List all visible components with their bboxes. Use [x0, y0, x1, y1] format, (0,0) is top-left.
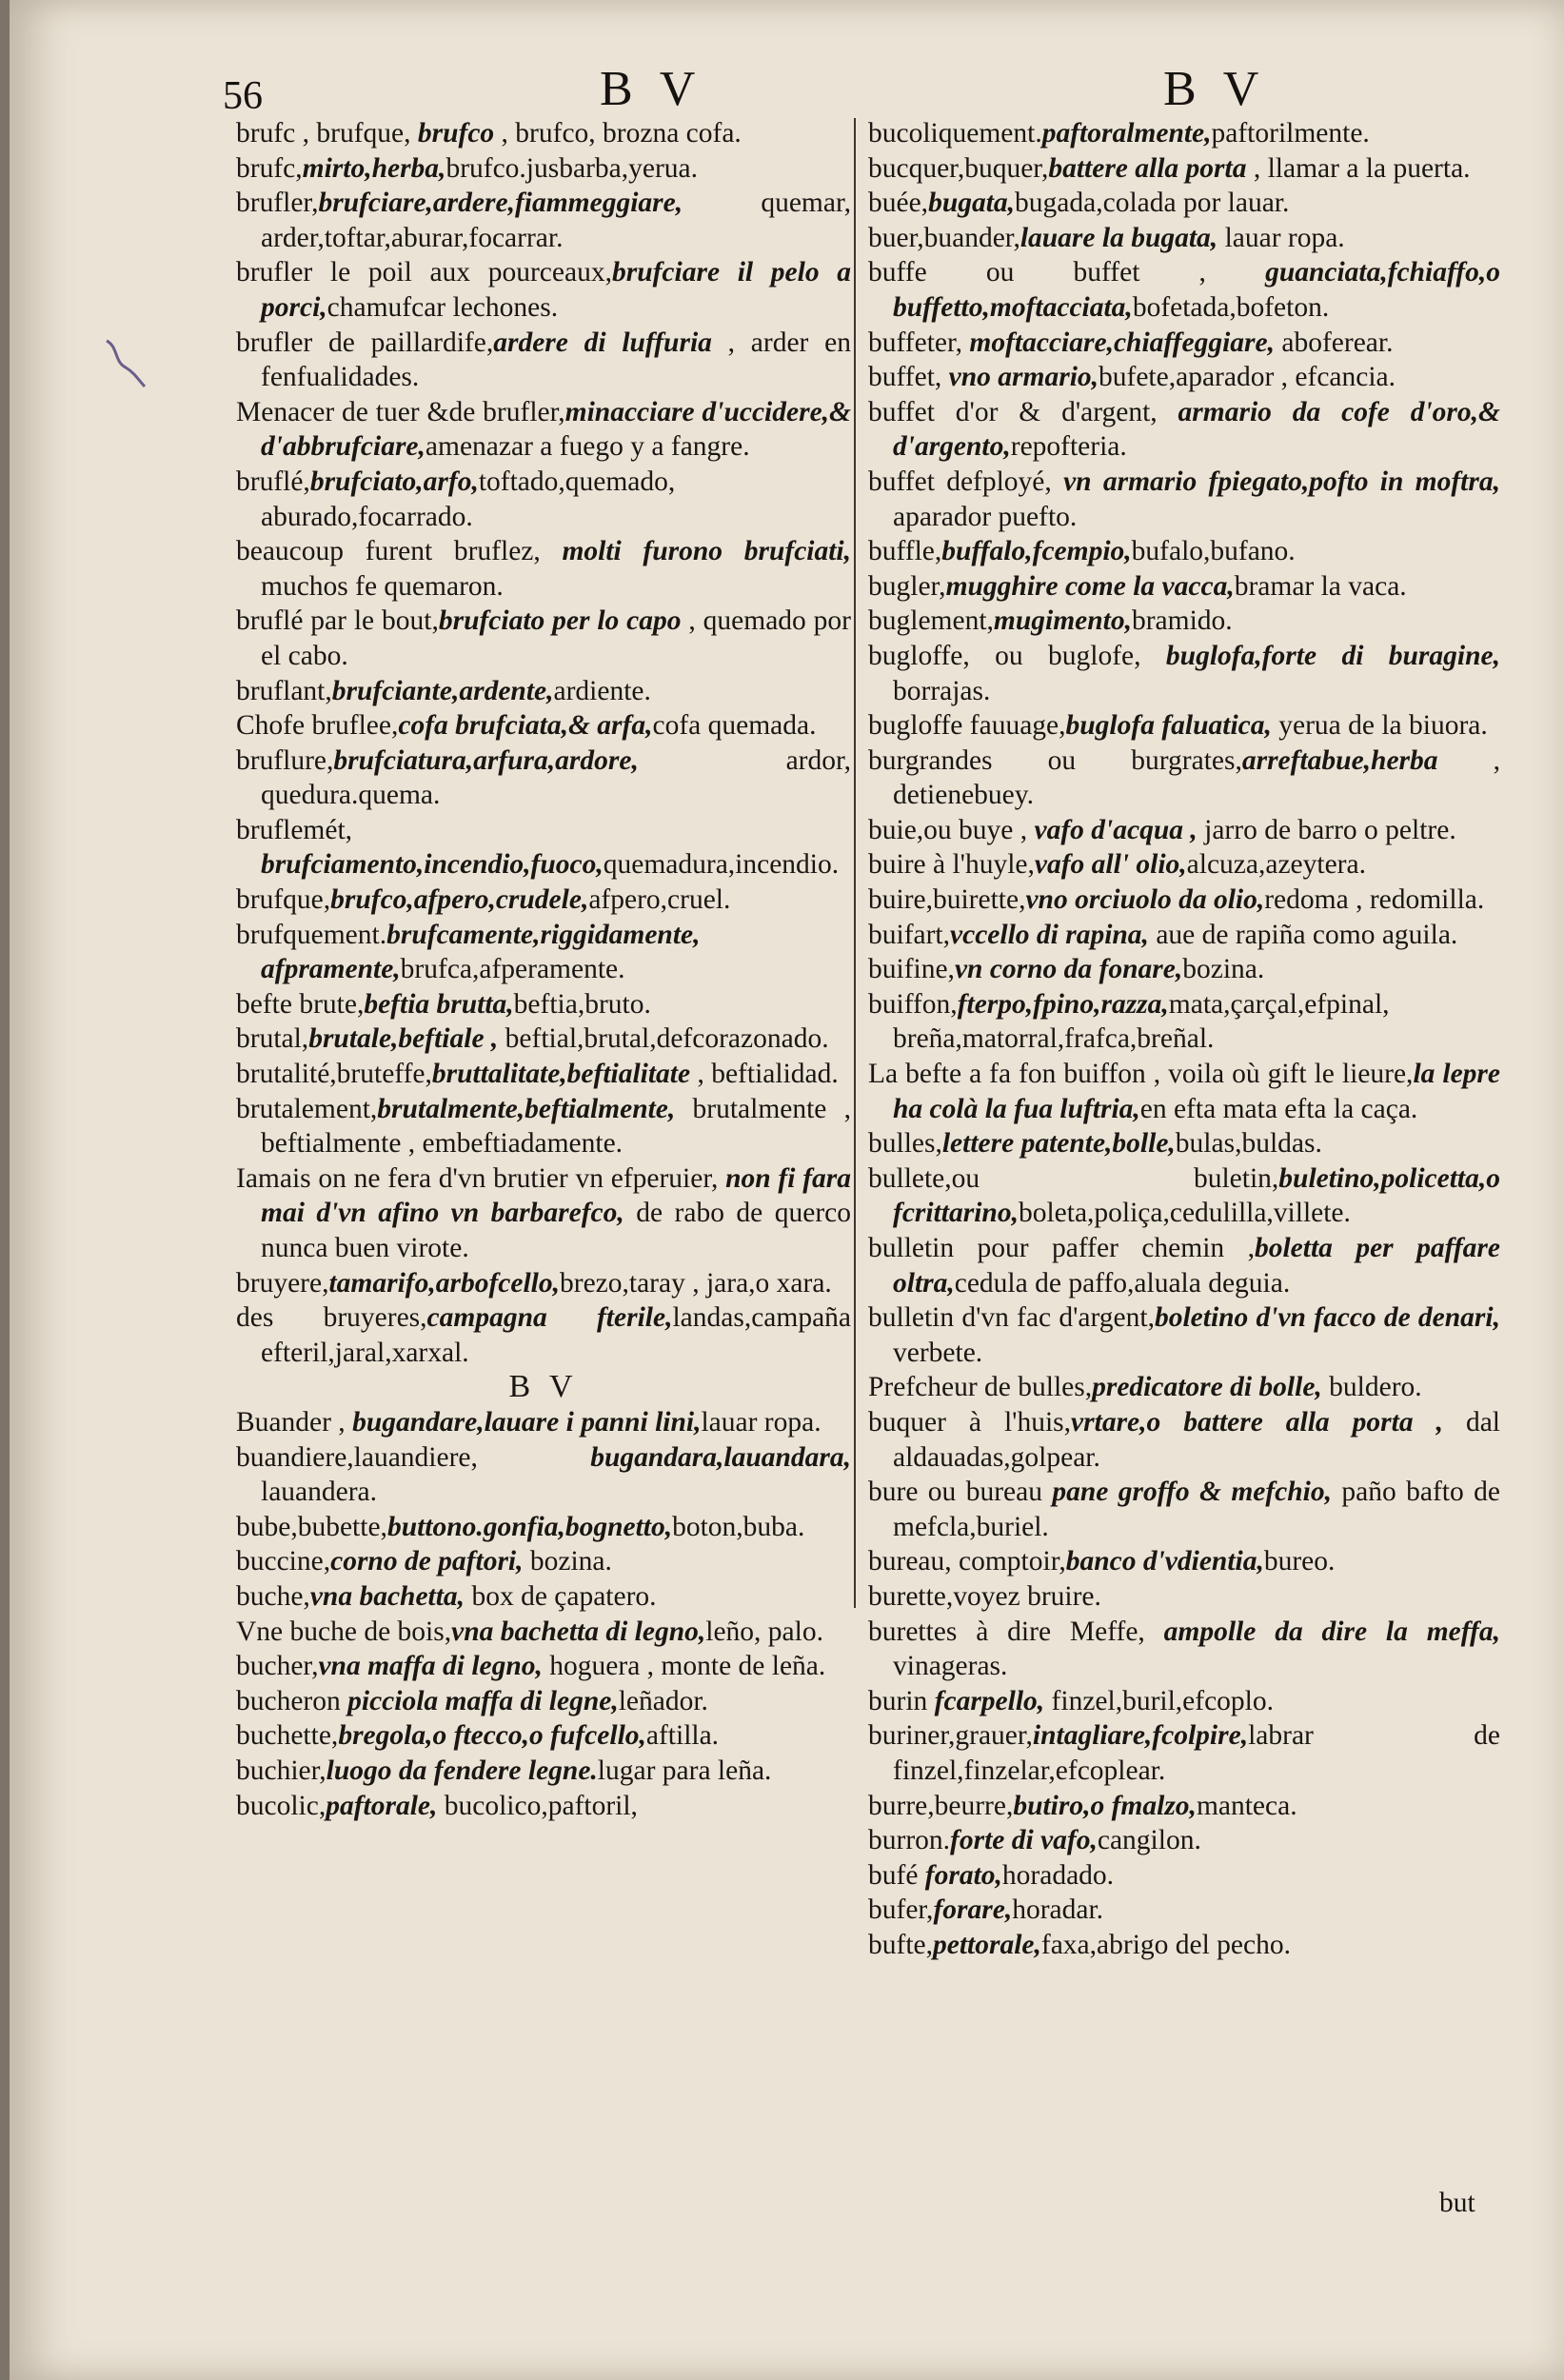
entry-spanish: dal aldauadas,golpear. — [893, 1406, 1500, 1473]
entry-french: buffet, — [868, 362, 949, 393]
entry-italian: vafo d'acqua , — [1034, 814, 1198, 845]
dictionary-entry — [868, 465, 1500, 534]
entry-french: bufer, — [868, 1894, 934, 1926]
entry-italian: guanciata,fchiaffo,o buffetto,moftacciata, — [893, 257, 1500, 323]
entry-italian: boletino d'vn facco de denari, — [1154, 1302, 1500, 1334]
entry-spanish: aftilla. — [645, 1720, 720, 1752]
entry-italian: paftorale, — [326, 1790, 438, 1821]
entry-french: brutalement, — [236, 1093, 378, 1124]
entry-spanish: boton,buba. — [672, 1511, 805, 1542]
entry-spanish: afpero,cruel. — [588, 884, 731, 916]
entry-spanish: bucolico,paftoril, — [437, 1790, 638, 1821]
entry-italian: cofa brufciata,& arfa, — [398, 710, 653, 742]
dictionary-entry — [236, 395, 851, 465]
entry-italian: brutalmente,beftialmente, — [377, 1093, 676, 1124]
entry-spanish: lauar ropa. — [1218, 222, 1345, 253]
dictionary-entry — [868, 360, 1500, 395]
entry-french: buchette, — [236, 1720, 339, 1752]
entry-french: brufler de paillardife, — [236, 327, 494, 358]
entry-french: burin — [868, 1685, 935, 1716]
entry-italian: lauare la bugata, — [1020, 222, 1218, 253]
entry-italian: campagna fterile, — [426, 1302, 673, 1334]
entry-french: buquer à l'huis, — [868, 1406, 1072, 1438]
entry-french: bugler, — [868, 570, 946, 602]
entry-french: La befte a fa fon buiffon , voila où gift le lieure, — [868, 1059, 1414, 1090]
entry-italian: vno orciuolo da olio, — [1025, 884, 1265, 916]
entry-spanish: verbete. — [893, 1337, 983, 1368]
entry-spanish: bufalo,bufano. — [1131, 536, 1296, 567]
entry-spanish: paño bafto de mefcla,buriel. — [893, 1477, 1500, 1542]
entry-spanish: cofa quemada. — [652, 710, 817, 742]
entry-french: bruflant, — [236, 675, 332, 706]
entry-spanish: boleta,poliça,cedulilla,villete. — [1018, 1198, 1351, 1229]
dictionary-entry — [236, 708, 851, 744]
entry-french: buire à l'huyle, — [868, 849, 1035, 881]
entry-spanish: amenazar a fuego y a fangre. — [425, 431, 750, 463]
entry-spanish: bugada,colada por lauar. — [1015, 188, 1290, 219]
entry-italian: vn corno da fonare, — [954, 954, 1183, 985]
dictionary-entry — [868, 534, 1500, 569]
entry-french: buiffon, — [868, 988, 958, 1020]
entry-french: brufc, — [236, 152, 303, 184]
book-page — [10, 0, 1564, 2380]
dictionary-entry — [868, 1615, 1500, 1684]
dictionary-entry — [868, 708, 1500, 744]
entry-italian: predicatore di bolle, — [1092, 1372, 1322, 1403]
entry-french: bucher, — [236, 1651, 319, 1682]
dictionary-entry — [868, 813, 1500, 848]
entry-french: buie,ou buye , — [868, 814, 1035, 845]
entry-spanish: bozina. — [1182, 954, 1265, 985]
entry-french: buffet defployé, — [868, 466, 1064, 497]
entry-french: Vne buche de bois, — [236, 1616, 452, 1647]
dictionary-entry — [236, 1544, 851, 1579]
entry-french: brutalité,bruteffe, — [236, 1059, 432, 1090]
entry-french: buffe ou buffet , — [868, 257, 1266, 288]
entry-french: bulletin d'vn fac d'argent, — [868, 1302, 1155, 1334]
dictionary-entry — [236, 987, 851, 1022]
dictionary-entry — [868, 1126, 1500, 1161]
entry-italian: vn armario fpiegato,pofto in moftra, — [1063, 466, 1500, 497]
entry-spanish: beftial,brutal,defcorazonado. — [498, 1023, 829, 1055]
entry-french: buffle, — [868, 536, 942, 567]
entry-spanish: cangilon. — [1097, 1825, 1201, 1856]
left-column — [236, 116, 851, 1823]
entry-french: brufque, — [236, 884, 331, 916]
dictionary-entry — [236, 1649, 851, 1684]
entry-french: brufc , brufque, — [236, 118, 418, 149]
dictionary-entry — [868, 1789, 1500, 1824]
entry-italian: armario da cofe d'oro,& d'argento, — [893, 396, 1500, 463]
dictionary-entry — [868, 1718, 1500, 1788]
entry-italian: vna maffa di legno, — [318, 1651, 543, 1682]
entry-spanish: bufete,aparador , efcancia. — [1099, 362, 1396, 393]
entry-italian: brufcamente,riggidamente, afpramente, — [261, 919, 701, 985]
entry-french: befte brute, — [236, 988, 365, 1020]
entry-italian: butiro,o fmalzo, — [1013, 1790, 1197, 1821]
entry-italian: fcarpello, — [934, 1685, 1045, 1716]
entry-spanish: horadar. — [1012, 1894, 1104, 1926]
entry-french: bulles, — [868, 1128, 942, 1160]
margin-pen-mark-icon — [97, 333, 154, 390]
dictionary-entry — [868, 918, 1500, 953]
entry-italian: brufciato per lo capo — [438, 605, 682, 637]
entry-spanish: quemadura,incendio. — [603, 849, 840, 881]
entry-italian: pettorale, — [933, 1929, 1041, 1960]
dictionary-entry — [868, 1928, 1500, 1963]
dictionary-entry — [236, 116, 851, 151]
dictionary-entry — [868, 221, 1500, 256]
entry-french: Prefcheur de bulles, — [868, 1372, 1093, 1403]
entry-italian: minacciare d'uccidere,& d'abbrufciare, — [261, 396, 851, 463]
entry-italian: bugata, — [928, 188, 1016, 219]
entry-french: burettes à dire Meffe, — [868, 1616, 1164, 1647]
entry-italian: la lepre ha colà la fua luftria, — [893, 1059, 1501, 1124]
dictionary-entry — [236, 326, 851, 395]
entry-french: bruflure, — [236, 744, 334, 776]
entry-italian: ardere di luffuria — [493, 327, 712, 358]
entry-spanish: aparador puefto. — [893, 501, 1078, 532]
entry-french: bube,bubette, — [236, 1511, 387, 1542]
page-number: 56 — [223, 74, 263, 118]
entry-italian: mirto,herba, — [302, 152, 446, 184]
entry-french: bufé — [868, 1859, 925, 1891]
entry-spanish: leño, palo. — [705, 1616, 823, 1647]
entry-french: brufler le poil aux pourceaux, — [236, 257, 612, 288]
entry-french: Iamais on ne fera d'vn brutier vn efperuier, — [236, 1162, 726, 1194]
entry-spanish: yerua de la biuora. — [1271, 710, 1488, 742]
entry-spanish: de rabo de querco nunca buen virote. — [261, 1198, 851, 1263]
entry-italian: paftoralmente, — [1041, 118, 1212, 149]
dictionary-entry — [868, 1231, 1500, 1300]
entry-french: bruyere, — [236, 1267, 329, 1299]
entry-italian: forato, — [924, 1859, 1002, 1891]
entry-italian: buttono.gonfia,bognetto, — [386, 1511, 673, 1542]
entry-spanish: bramido. — [1131, 605, 1233, 637]
entry-italian: buglofa,forte di buragine, — [1165, 640, 1500, 671]
entry-spanish: labrar de finzel,finzelar,efcoplear. — [893, 1720, 1500, 1786]
dictionary-entry — [868, 116, 1500, 151]
entry-italian: battere alla porta — [1048, 152, 1247, 184]
entry-french: burgrandes ou burgrates, — [868, 744, 1242, 776]
dictionary-entry — [868, 1405, 1500, 1475]
entry-spanish: brezo,taray , jara,o xara. — [560, 1267, 832, 1299]
right-column — [868, 116, 1500, 1962]
entry-italian: bugandare,lauare i panni lini, — [352, 1406, 702, 1438]
dictionary-entry — [868, 1893, 1500, 1928]
entry-italian: brufco,afpero,crudele, — [330, 884, 589, 916]
entry-italian: bruttalitate,beftialitate — [431, 1059, 691, 1090]
entry-spanish: en efta mata efta la caça. — [1139, 1093, 1418, 1124]
entry-italian: non fi fara mai d'vn afino vn barbarefco, — [261, 1162, 852, 1229]
dictionary-entry — [868, 1370, 1500, 1405]
entry-french: des bruyeres, — [236, 1302, 427, 1334]
entry-spanish: , brufco, brozna cofa. — [494, 118, 742, 149]
entry-spanish: aboferear. — [1275, 327, 1394, 358]
entry-italian: vno armario, — [948, 362, 1099, 393]
entry-french: Chofe bruflee, — [236, 710, 399, 742]
dictionary-entry — [868, 744, 1500, 813]
entry-french: buriner,grauer, — [868, 1720, 1033, 1752]
entry-french: buffet d'or & d'argent, — [868, 396, 1178, 427]
entry-french: bucquer,buquer, — [868, 152, 1049, 184]
dictionary-entry — [236, 1161, 851, 1266]
entry-spanish: beftia,bruto. — [513, 988, 651, 1020]
entry-spanish: landas,campaña efteril,jaral,xarxal. — [261, 1302, 852, 1368]
entry-italian: buletino,policetta,o fcrittarino, — [893, 1162, 1500, 1229]
entry-italian: brufco — [417, 118, 495, 149]
entry-spanish: horadado. — [1001, 1859, 1115, 1891]
entry-french: Menacer de tuer &de brufler, — [236, 396, 565, 427]
dictionary-entry — [236, 151, 851, 187]
entry-spanish: bramar la vaca. — [1234, 570, 1407, 602]
entry-italian: brufciato,arfo, — [309, 466, 479, 497]
entry-french: bucheron — [236, 1685, 348, 1716]
dictionary-entry — [236, 1615, 851, 1650]
entry-spanish: toftado,quemado, aburado,focarrado. — [261, 466, 676, 532]
dictionary-entry — [868, 1684, 1500, 1719]
entry-spanish: hoguera , monte de leña. — [542, 1651, 826, 1682]
dictionary-entry — [236, 1405, 851, 1440]
entry-spanish: lauandera. — [261, 1477, 378, 1508]
entry-spanish: jarro de barro o peltre. — [1197, 814, 1456, 845]
dictionary-entry — [236, 674, 851, 709]
entry-italian: vna bachetta, — [309, 1580, 465, 1612]
entry-italian: brufciare il pelo a porci, — [261, 257, 851, 323]
dictionary-entry — [868, 1057, 1500, 1126]
entry-italian: brutale,beftiale , — [308, 1023, 499, 1055]
dictionary-entry — [868, 1475, 1500, 1544]
entry-french: buifart, — [868, 919, 951, 950]
entry-spanish: faxa,abrigo del pecho. — [1040, 1929, 1291, 1960]
entry-spanish: bulas,buldas. — [1175, 1128, 1322, 1160]
entry-spanish: buldero. — [1321, 1372, 1422, 1403]
entry-italian: brufciatura,arfura,ardore, — [333, 744, 639, 776]
entry-italian: vccello di rapina, — [950, 919, 1149, 950]
entry-spanish: vinageras. — [893, 1651, 1008, 1682]
dictionary-entry — [236, 1754, 851, 1789]
entry-spanish: , detienebuey. — [893, 744, 1501, 811]
dictionary-entry — [868, 847, 1500, 883]
entry-french: brufquement. — [236, 919, 387, 950]
dictionary-entry — [868, 987, 1500, 1057]
dictionary-entry — [236, 1510, 851, 1545]
entry-french: buire,buirette, — [868, 884, 1026, 916]
entry-spanish: repofteria. — [1010, 431, 1127, 463]
entry-spanish: ardor, quedura.quema. — [261, 744, 851, 811]
entry-spanish: brufco.jusbarba,yerua. — [445, 152, 699, 184]
dictionary-entry — [236, 1440, 851, 1510]
entry-italian: mugimento, — [993, 605, 1132, 637]
dictionary-entry — [868, 639, 1500, 708]
dictionary-entry — [236, 1092, 851, 1161]
entry-italian: bugandara,lauandara, — [590, 1441, 851, 1473]
entry-french: bruflé par le bout, — [236, 605, 439, 637]
entry-spanish: bofetada,bofeton. — [1132, 291, 1330, 323]
entry-spanish: aue de rapiña como aguila. — [1148, 919, 1458, 950]
entry-french: bruflé, — [236, 466, 310, 497]
dictionary-entry — [868, 1544, 1500, 1579]
dictionary-entry — [868, 952, 1500, 987]
dictionary-entry — [236, 255, 851, 325]
entry-spanish: , beftialidad. — [690, 1059, 839, 1090]
entry-italian: vrtare,o battere alla porta , — [1071, 1406, 1443, 1438]
entry-spanish: mata,çarçal,efpinal, breña,matorral,frafca,breñal. — [893, 988, 1390, 1055]
column-divider — [854, 118, 856, 1608]
dictionary-entry — [236, 918, 851, 987]
entry-french: bugloffe, ou buglofe, — [868, 640, 1166, 671]
entry-spanish: alcuza,azeytera. — [1186, 849, 1366, 881]
entry-french: burette,voyez bruire. — [868, 1580, 1101, 1612]
dictionary-entry — [236, 1057, 851, 1092]
dictionary-entry — [868, 151, 1500, 187]
entry-french: buandiere,lauandiere, — [236, 1441, 591, 1473]
entry-french: bureau, comptoir, — [868, 1546, 1066, 1577]
entry-spanish: chamufcar lechones. — [327, 291, 559, 323]
entry-french: beaucoup furent bruflez, — [236, 536, 563, 567]
dictionary-entry — [868, 1161, 1500, 1231]
running-header-right: B V — [1163, 62, 1267, 116]
entry-spanish: brufca,afperamente. — [400, 954, 625, 985]
dictionary-entry — [236, 1579, 851, 1615]
entry-italian: vafo all' olio, — [1034, 849, 1187, 881]
entry-spanish: , arder en fenfualidades. — [261, 327, 851, 393]
dictionary-entry — [868, 1823, 1500, 1858]
entry-french: Buander , — [236, 1406, 353, 1438]
entry-french: bufte, — [868, 1929, 933, 1960]
entry-french: bure ou bureau — [868, 1477, 1053, 1508]
entry-italian: forte di vafo, — [950, 1825, 1098, 1856]
dictionary-entry — [868, 883, 1500, 918]
entry-french: brutal, — [236, 1023, 309, 1055]
entry-spanish: bozina. — [523, 1546, 612, 1577]
entry-french: bucolic, — [236, 1790, 327, 1821]
entry-spanish: , llamar a la puerta. — [1246, 152, 1471, 184]
entry-italian: fterpo,fpino,razza, — [957, 988, 1169, 1020]
entry-french: brufler, — [236, 188, 319, 219]
entry-spanish: bureo. — [1263, 1546, 1336, 1577]
entry-italian: lettere patente,bolle, — [941, 1128, 1176, 1160]
entry-italian: tamarifo,arbofcello, — [328, 1267, 560, 1299]
entry-italian: forare, — [933, 1894, 1013, 1926]
entry-italian: bregola,o ftecco,o fufcello, — [338, 1720, 646, 1752]
entry-french: burre,beurre, — [868, 1790, 1014, 1821]
entry-spanish: lauar ropa. — [701, 1406, 822, 1438]
dictionary-entry — [236, 1300, 851, 1370]
entry-italian: ampolle da dire la meffa, — [1163, 1616, 1500, 1647]
entry-italian: mugghire come la vacca, — [945, 570, 1235, 602]
entry-italian: vna bachetta di legno, — [451, 1616, 706, 1647]
entry-italian: corno de paftori, — [330, 1546, 524, 1577]
dictionary-entry — [236, 604, 851, 673]
entry-spanish: leñador. — [618, 1685, 708, 1716]
dictionary-entry — [868, 186, 1500, 221]
entry-spanish: , quemado por el cabo. — [261, 605, 851, 671]
dictionary-entry — [236, 883, 851, 918]
catchword: but — [1439, 2188, 1475, 2218]
entry-italian: arreftabue,herba — [1241, 744, 1438, 776]
dictionary-entry — [868, 395, 1500, 465]
entry-spanish: muchos fe quemaron. — [261, 570, 504, 602]
dictionary-entry — [868, 326, 1500, 361]
entry-french: bugloffe fauuage, — [868, 710, 1066, 742]
dictionary-entry — [868, 1300, 1500, 1370]
entry-spanish: quemar, arder,toftar,aburar,focarrar. — [261, 188, 851, 253]
dictionary-entry — [868, 1858, 1500, 1894]
entry-spanish: ardiente. — [553, 675, 651, 706]
dictionary-entry — [868, 255, 1500, 325]
dictionary-entry — [236, 1021, 851, 1057]
entry-italian: picciola maffa di legne, — [347, 1685, 619, 1716]
entry-spanish: manteca. — [1196, 1790, 1297, 1821]
dictionary-entry — [868, 1579, 1500, 1615]
entry-french: buche, — [236, 1580, 310, 1612]
entry-italian: boletta per paffare oltra, — [893, 1233, 1501, 1299]
entry-french: buchier, — [236, 1755, 327, 1786]
dictionary-entry — [236, 186, 851, 255]
entry-italian: buglofa faluatica, — [1065, 710, 1272, 742]
entry-french: bruflemét, — [236, 814, 353, 845]
entry-italian: brufciante,ardente, — [331, 675, 554, 706]
entry-french: buffeter, — [868, 327, 970, 358]
dictionary-entry — [236, 744, 851, 813]
entry-spanish: lugar para leña. — [597, 1755, 772, 1786]
entry-spanish: redoma , redomilla. — [1264, 884, 1485, 916]
entry-spanish: brutalmente , beftialmente , embeftiadamente. — [261, 1093, 851, 1160]
entry-italian: luogo da fendere legne. — [326, 1755, 598, 1786]
dictionary-entry — [236, 1684, 851, 1719]
dictionary-entry — [868, 604, 1500, 639]
running-header-left: B V — [600, 62, 703, 116]
dictionary-entry — [236, 1718, 851, 1754]
entry-french: buée, — [868, 188, 929, 219]
entry-italian: banco d'vdientia, — [1065, 1546, 1264, 1577]
entry-french: buccine, — [236, 1546, 331, 1577]
dictionary-entry — [868, 569, 1500, 605]
entry-italian: moftacciare,chiaffeggiare, — [969, 327, 1275, 358]
section-heading: B V — [508, 1369, 579, 1405]
dictionary-entry — [236, 1266, 851, 1301]
entry-french: bullete,ou buletin, — [868, 1162, 1279, 1194]
entry-spanish: paftorilmente. — [1211, 118, 1370, 149]
entry-french: burron. — [868, 1825, 951, 1856]
entry-spanish: box de çapatero. — [465, 1580, 657, 1612]
dictionary-entry — [236, 1789, 851, 1824]
entry-italian: beftia brutta, — [364, 988, 514, 1020]
entry-french: buglement, — [868, 605, 994, 637]
dictionary-entry — [236, 534, 851, 604]
entry-french: bucoliquement. — [868, 118, 1042, 149]
entry-french: buer,buander, — [868, 222, 1020, 253]
entry-spanish: cedula de paffo,aluala deguia. — [954, 1267, 1291, 1299]
entry-italian: intagliare,fcolpire, — [1032, 1720, 1249, 1752]
entry-spanish: borrajas. — [893, 675, 991, 706]
dictionary-entry — [236, 465, 851, 534]
entry-italian: buffalo,fcempio, — [941, 536, 1132, 567]
entry-french: bulletin pour paffer chemin , — [868, 1233, 1255, 1263]
entry-italian: molti furono brufciati, — [562, 536, 852, 567]
entry-italian: brufciare,ardere,fiammeggiare, — [318, 188, 683, 219]
entry-italian: pane groffo & mefchio, — [1052, 1477, 1333, 1508]
entry-italian: brufciamento,incendio,fuoco, — [261, 849, 604, 881]
dictionary-entry — [236, 813, 851, 883]
entry-french: buifine, — [868, 954, 955, 985]
entry-spanish: finzel,buril,efcoplo. — [1044, 1685, 1274, 1716]
